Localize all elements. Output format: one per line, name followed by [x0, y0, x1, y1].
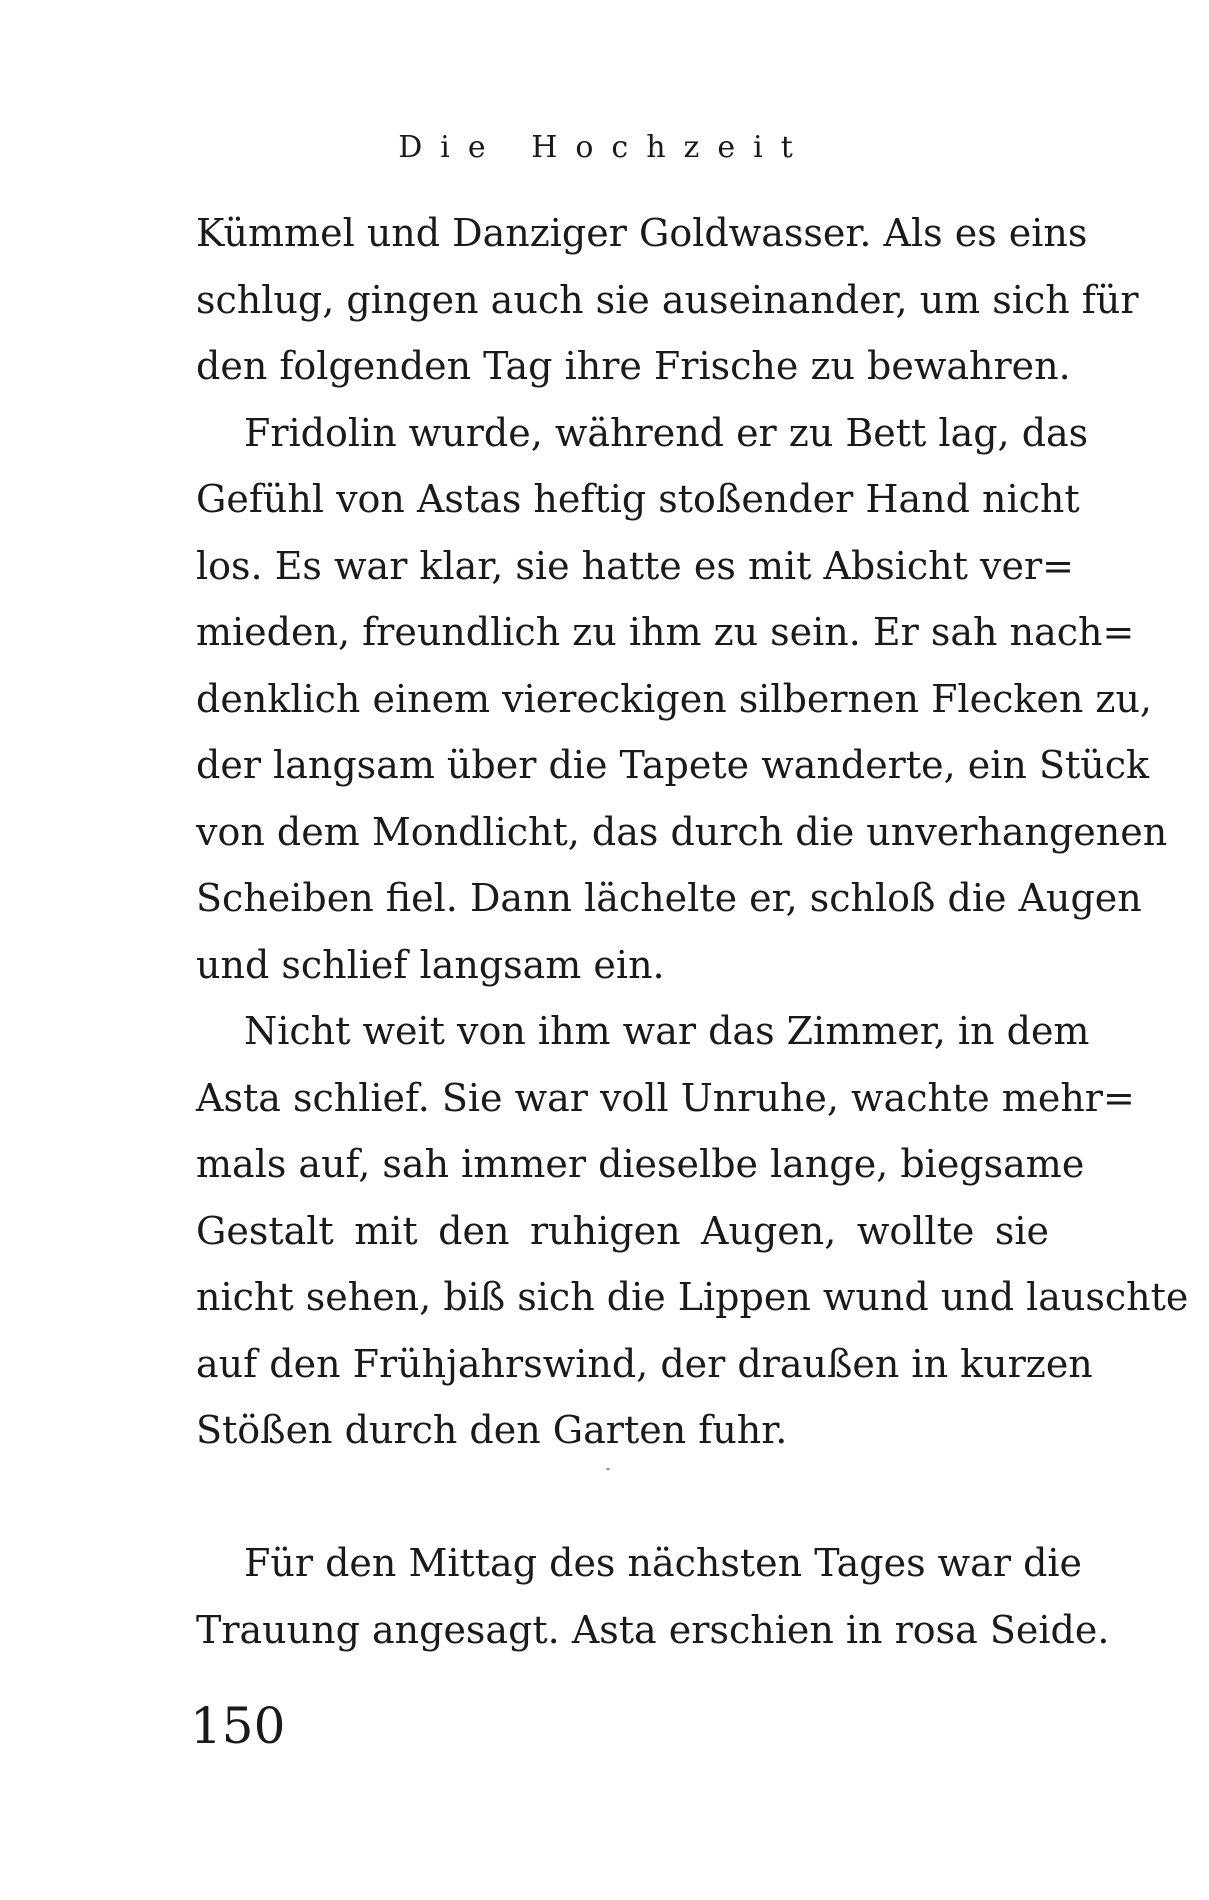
text-line: denklich einem viereckigen silbernen Flecken zu,	[196, 676, 1152, 721]
text-line: Für den Mittag des nächsten Tages war die	[244, 1541, 1083, 1585]
text-line: Kümmel und Danziger Goldwasser. Als es eins	[196, 211, 1088, 255]
text-line: Trauung angesagt. Asta erschien in rosa Seide.	[196, 1607, 1110, 1652]
text-line: Scheiben fiel. Dann lächelte er, schloß die Augen	[196, 876, 1142, 920]
text-line: mals auf, sah immer dieselbe lange, biegsame	[196, 1142, 1085, 1186]
section-break	[196, 1464, 1049, 1531]
text-line: auf den Frühjahrswind, der draußen in kurzen	[196, 1341, 1093, 1386]
text-line: Gefühl von Astas heftig stoßender Hand nicht	[196, 477, 1080, 521]
section-break-mark	[606, 1468, 610, 1470]
text-line: und schlief langsam ein.	[196, 942, 665, 987]
text-line: Gestalt mit den ruhigen Augen, wollte sie	[196, 1208, 1049, 1253]
text-line: los. Es war klar, sie hatte es mit Absicht ver=	[196, 543, 1074, 588]
text-line: nicht sehen, biß sich die Lippen wund und lauschte	[196, 1275, 1189, 1319]
page-number: 150	[190, 1697, 286, 1755]
text-line: Fridolin wurde, während er zu Bett lag, das	[244, 410, 1089, 455]
text-line: mieden, freundlich zu ihm zu sein. Er sah nach=	[196, 610, 1135, 654]
text-line: Asta schlief. Sie war voll Unruhe, wachte mehr=	[196, 1075, 1135, 1120]
running-head: Die Hochzeit	[398, 130, 811, 165]
text-line: von dem Mondlicht, das durch die unverhangenen	[196, 809, 1168, 854]
text-line: Stößen durch den Garten fuhr.	[196, 1408, 788, 1452]
text-line: den folgenden Tag ihre Frische zu bewahren.	[196, 344, 1071, 388]
body-text	[196, 200, 1189, 1663]
text-line: schlug, gingen auch sie auseinander, um sich für	[196, 277, 1139, 322]
text-line: der langsam über die Tapete wanderte, ein Stück	[196, 743, 1150, 787]
text-line: Nicht weit von ihm war das Zimmer, in dem	[244, 1009, 1090, 1053]
